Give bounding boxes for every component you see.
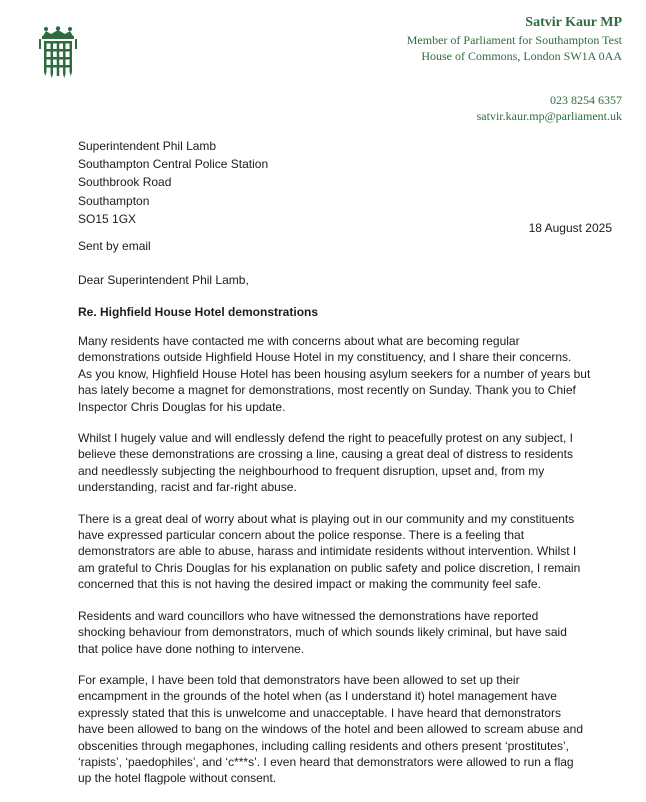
recipient-line: Southbrook Road [78, 175, 172, 190]
portcullis-icon [38, 26, 78, 78]
letter-date: 18 August 2025 [528, 221, 612, 235]
mp-email: satvir.kaur.mp@parliament.uk [476, 109, 622, 123]
mp-letterhead [407, 14, 622, 124]
subject-line: Re. Highfield House Hotel demonstrations [78, 305, 319, 319]
sent-by-note: Sent by email [78, 239, 151, 253]
mp-name: Satvir Kaur MP [525, 15, 622, 30]
letter-body [78, 333, 638, 802]
recipient-line: SO15 1GX [78, 211, 137, 226]
body-paragraph: There is a great deal of worry about what is playing out in our community and my constituents have expressed particular concern about the police response. There is a feeling that demonstrators are able to abuse, harass and intimidate residents without intervention. Whilst I am grateful to Chris Douglas for his explanation on public safety and police discretion, I remain concerned that this is not having the desired impact or making the community feel safe. [78, 511, 581, 592]
body-paragraph: Many residents have contacted me with concerns about what are becoming regular demonstrations outside Highfield House Hotel in my constituency, and I share their concerns. As you know, Highfield House Hotel has been housing asylum seekers for a number of years but has lately become a magnet for demonstrations, most recently on Sunday. Thank you to Chief Inspector Chris Douglas for his update. [78, 334, 591, 414]
recipient-line: Superintendent Phil Lamb [78, 139, 217, 153]
recipient-line: Southampton Central Police Station [78, 157, 269, 172]
body-paragraph: Whilst I hugely value and will endlessly defend the right to peacefully protest on any subject, I believe these demonstrations are crossing a line, causing a great deal of distress to residents and needlessly subjecting the neighbourhood to frequent disruption, upset and, from my understanding, racist and far-right abuse. [78, 431, 573, 495]
salutation: Dear Superintendent Phil Lamb, [78, 273, 249, 287]
mp-role: Member of Parliament for Southampton Test [406, 33, 622, 47]
recipient-line: Southampton [78, 193, 150, 208]
recipient-address [78, 137, 268, 228]
mp-phone: 023 8254 6357 [550, 93, 622, 107]
body-paragraph: For example, I have been told that demonstrators have been allowed to set up their encampment in the grounds of the hotel when (as I understand it) hotel management have expressly stated that this is unwelcome and unacceptable. I have heard that demonstrators have been allowed to bang on the windows of the hotel and been allowed to scream abuse and obscenities through megaphones, including calling residents and others present ‘prostitutes’, ‘rapists’, ‘paedophiles’, and ‘c***s’. I even heard that demonstrators were allowed to run a flag up the hotel flagpole without consent. [78, 672, 584, 786]
mp-address: House of Commons, London SW1A 0AA [421, 49, 622, 63]
body-paragraph: Residents and ward councillors who have witnessed the demonstrations have reported shocking behaviour from demonstrators, much of which sounds likely criminal, but have said that police have done nothing to intervene. [78, 608, 567, 656]
